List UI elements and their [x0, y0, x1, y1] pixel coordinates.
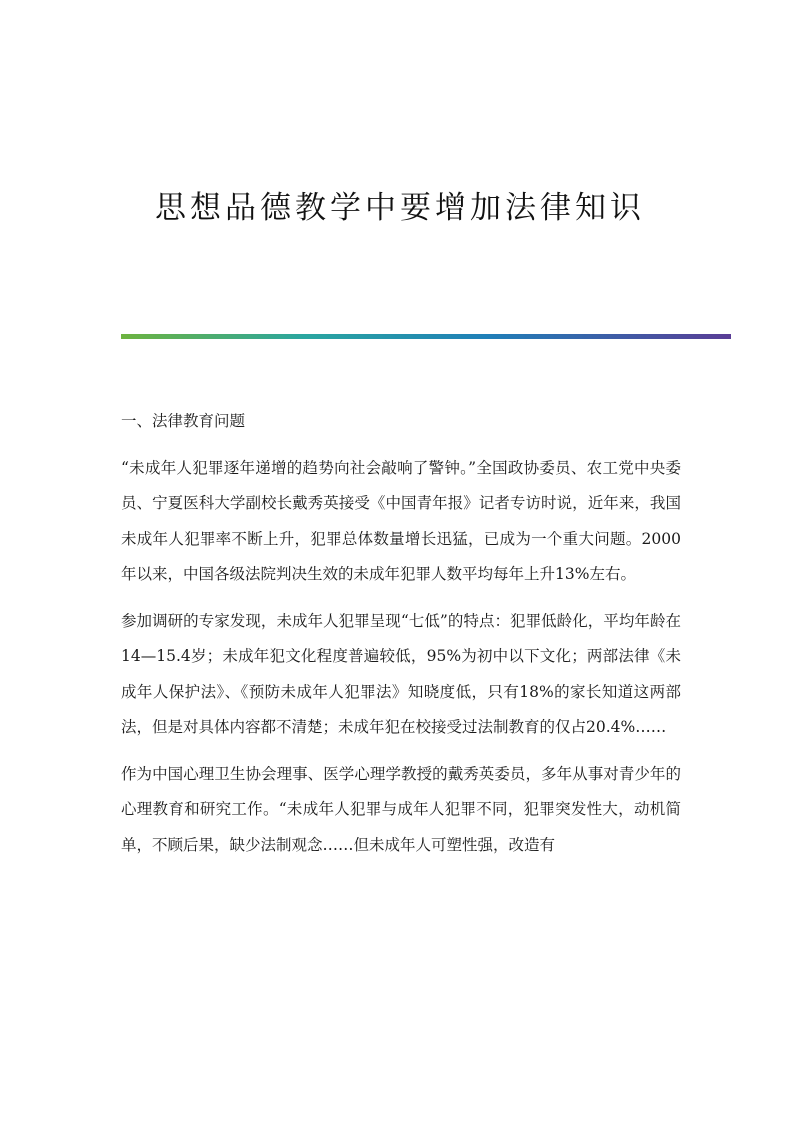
paragraph-2: 参加调研的专家发现，未成年人犯罪呈现“七低”的特点：犯罪低龄化，平均年龄在14—15.4岁；未成年犯文化程度普遍较低，95%为初中以下文化；两部法律《未成年人保护法》、《预防未成年人犯罪法》知晓度低，只有18%的家长知道这两部法，但是对具体内容都不清楚；未成年犯在校接受过法制教育的仅占20.4%…… [121, 611, 681, 736]
document-body [121, 404, 681, 874]
document-title: 思想品德教学中要增加法律知识 [155, 190, 645, 226]
title-divider [121, 334, 731, 339]
paragraph-3: 作为中国心理卫生协会理事、医学心理学教授的戴秀英委员，多年从事对青少年的心理教育和研究工作。“未成年人犯罪与成年人犯罪不同，犯罪突发性大，动机简单，不顾后果，缺少法制观念……但未成年人可塑性强，改造有 [121, 764, 681, 854]
paragraph-1: “未成年人犯罪逐年递增的趋势向社会敲响了警钟。”全国政协委员、农工党中央委员、宁夏医科大学副校长戴秀英接受《中国青年报》记者专访时说，近年来，我国未成年人犯罪率不断上升，犯罪总体数量增长迅猛，已成为一个重大问题。2000年以来，中国各级法院判决生效的未成年犯罪人数平均每年上升13%左右。 [121, 458, 681, 583]
section-heading: 一、法律教育问题 [121, 412, 246, 430]
